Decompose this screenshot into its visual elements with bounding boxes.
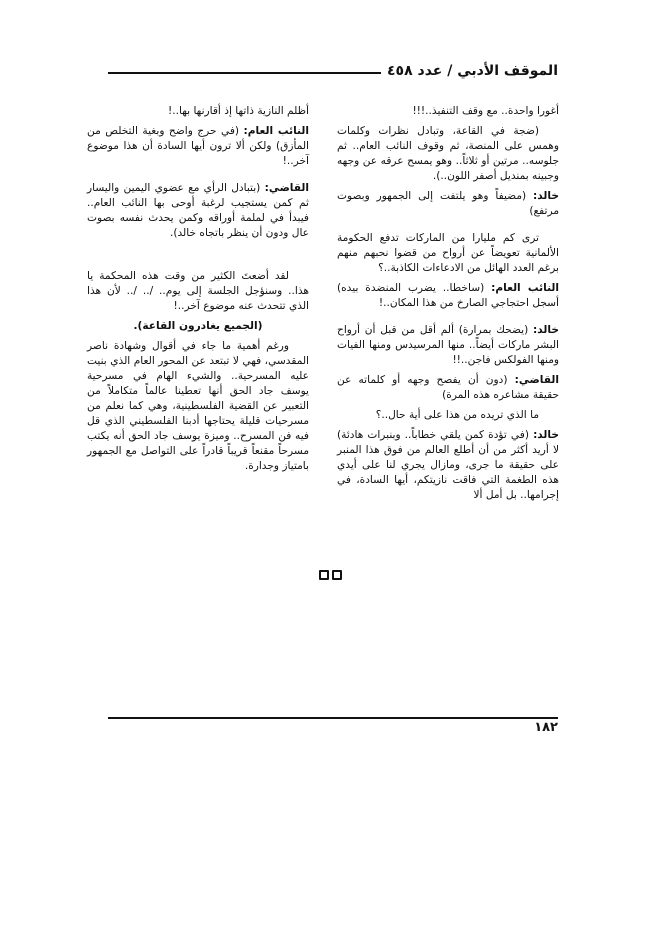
- speaker-name: القاضي:: [514, 374, 559, 386]
- square-ornament-icon: [332, 570, 342, 580]
- speaker-name: النائب العام:: [243, 125, 309, 137]
- paragraph: (ضجة في القاعة، وتبادل نظرات وكلمات وهمس على المنصة، ثم وقوف النائب العام.. ثم جلوسه.. مرتين أو ثلاثاً.. وهو يمسح عرقه عن وجهه وجبينه بمنديل أصفر اللون..).: [337, 125, 559, 182]
- speech-entry: [337, 323, 559, 368]
- speech-entry: [337, 189, 559, 219]
- speech-text: (في حرج واضح وبغية التخلص من المأزق) ولكن ألا ترون أيها السادة أن هذا موضوع آخر..!: [87, 125, 309, 167]
- paragraph: ما الذي تريده من هذا على أية حال..؟: [375, 409, 539, 421]
- section-end-ornament: [305, 568, 355, 582]
- speaker-name: خالد:: [533, 190, 559, 202]
- speech-entry: [337, 373, 559, 403]
- speech-text: (في تؤدة كمن يلقي خطاباً.. وبنبرات هادئة) لا أريد أكثر من أن أطلع العالم من فوق هذا المنبر على حقيقة ما جرى، ومازال يجري لنا على أيدي هذه الطغمة التي فاقت نازيتكم، أيها السادة، في إجرامها.. بل أمل ألا: [337, 429, 559, 501]
- stage-direction-heading: (الجميع يغادرون القاعة).: [133, 320, 263, 332]
- speech-text: (يضحك بمرارة) ألم أقل من قبل أن أرواح البشر ماركات أيضاً.. منها المرسيدس ومنها الفيات ومنها الفولكس فاجن..!!: [337, 324, 559, 366]
- journal-title: الموقف الأدبي / عدد ٤٥٨: [381, 60, 558, 82]
- speech-text: (ساخطا.. يضرب المنضدة بيده) أسجل احتجاجي الصارخ من هذا المكان..!: [337, 282, 559, 309]
- speaker-name: خالد:: [533, 324, 559, 336]
- square-ornament-icon: [319, 570, 329, 580]
- right-column: [337, 104, 559, 503]
- left-column: [87, 104, 309, 474]
- footer-rule: [108, 717, 558, 719]
- running-header: [108, 60, 558, 84]
- paragraph: لقد أضعتَ الكثير من وقت هذه المحكمة يا هذا.. وسنؤجل الجلسة إلى يوم.. /.. /.. لأن هذا الذي تتحدث عنه موضوع آخر..!: [87, 270, 309, 312]
- paragraph: ترى كم مليارا من الماركات تدفع الحكومة الألمانية تعويضاً عن أرواح من قضوا نحبهم منهم برغم العدد الهائل من الادعاءات الكاذبة..؟: [337, 232, 559, 274]
- speaker-name: القاضي:: [264, 182, 310, 194]
- speech-text: (بتبادل الرأي مع عضوي اليمين واليسار ثم كمن يستجيب لرغبة أوحى بها النائب العام.. فيبدأ في لملمة أوراقه وكمن يحدث نفسه بصوت عال ودون أن ينظر باتجاه خالد).: [87, 182, 309, 239]
- speech-text: (مضيفاً وهو يلتفت إلى الجمهور وبصوت مرتفع): [337, 190, 559, 217]
- speech-entry: [337, 428, 559, 503]
- paragraph: أظلم النازية ذاتها إذ أقارنها بها..!: [168, 105, 309, 117]
- paragraph: ورغم أهمية ما جاء في أقوال وشهادة ناصر المقدسي، فهي لا تبتعد عن المحور العام الذي بنيت عليه المسرحية.. والشيء الهام في مسرحية يوسف جاد الحق أنها تعطينا عالماً متكاملاً من التعبير عن القضية الفلسطينية، وهي كما نعلم من مسرحيات قليلة يحتاجها أدبنا الفلسطيني الذي قل فيه فن المسرح.. وميزة يوسف جاد الحق أنه يكتب مسرحاً مقنعاً قريباً قادراً على التواصل مع الجمهور بامتياز وجدارة.: [87, 340, 309, 472]
- speech-entry: [337, 281, 559, 311]
- speaker-name: خالد:: [533, 429, 560, 441]
- speaker-name: النائب العام:: [491, 282, 559, 294]
- paragraph: أغورا واحدة.. مع وقف التنفيذ..!!!: [412, 105, 559, 117]
- speech-entry: [87, 124, 309, 169]
- speech-entry: [87, 181, 309, 241]
- speech-text: (دون أن يفصح وجهه أو كلماته عن حقيقة مشاعره هذه المرة): [337, 374, 559, 401]
- page-number: ١٨٢: [534, 720, 558, 735]
